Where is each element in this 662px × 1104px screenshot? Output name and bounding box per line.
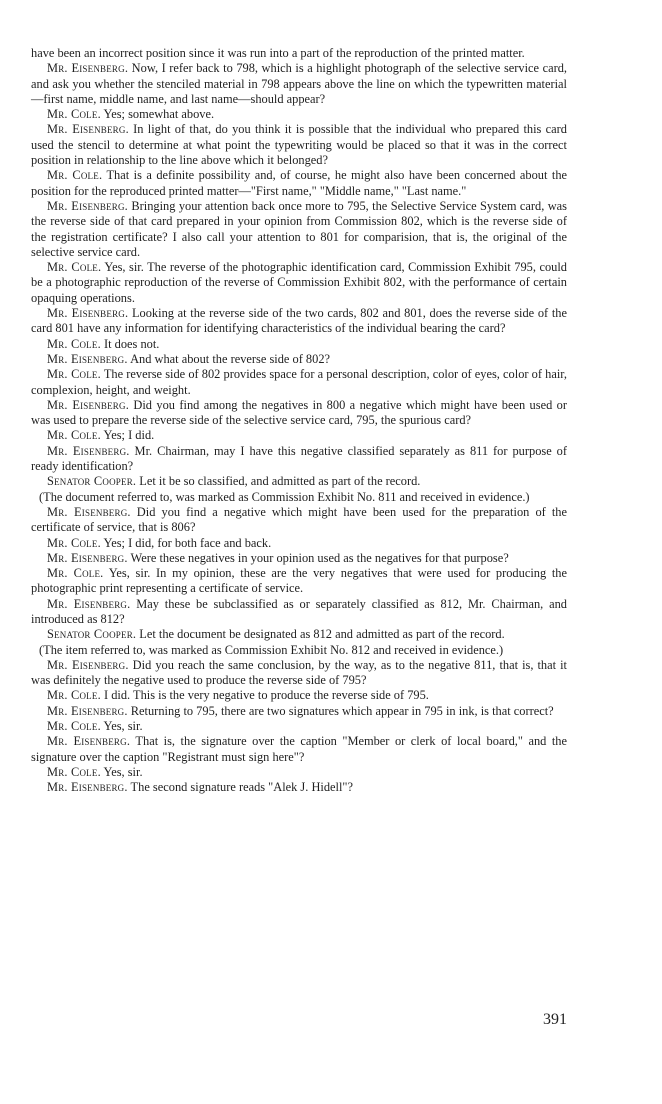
speaker-name: Mr. Eisenberg. [47,504,131,519]
paragraph [31,260,567,306]
speaker-name: Mr. Cole. [47,107,101,122]
speaker-name: Mr. Cole. [47,566,104,581]
speaker-name: Mr. Eisenberg. [47,550,128,565]
paragraph [31,199,567,260]
paragraph-text: Did you find a negative which might have been used for the preparation of the certificate of service, that is 806? [31,504,568,535]
paragraph-text: In light of that, do you think it is possible that the individual who prepared this card used the stencil to determine at what point the typewriting would be placed so that it was in the correct position in relationship to the line above which it belonged? [31,122,567,168]
paragraph-text: Yes; somewhat above. [100,107,215,122]
speaker-name: Mr. Eisenberg. [47,703,128,718]
paragraph-text: That is, the signature over the caption "Member or clerk of local board," and the signature over the caption "Registrant must sign here"? [31,734,568,764]
speaker-name: Mr. Eisenberg. [47,443,130,458]
paragraph [31,780,567,795]
speaker-name: Senator Cooper. [47,474,137,489]
paragraph [31,337,567,352]
paragraph-text: Yes, sir. [100,764,143,779]
speaker-name: Mr. Cole. [47,535,101,550]
paragraph-text: Yes, sir. In my opinion, these are the very negatives that were used for producing the photographic print representing a certificate of service. [31,566,567,596]
paragraph [31,566,567,597]
paragraph-text: (The item referred to, was marked as Commission Exhibit No. 812 and received in evidence.) [39,642,504,657]
paragraph-text: Did you find among the negatives in 800 a negative which might have been used or was used to prepare the reverse side of the selective service card, 795, the spurious card? [31,397,568,428]
paragraph [31,428,567,443]
paragraph [31,734,567,765]
paragraph [31,719,567,734]
paragraph [31,704,567,719]
paragraph [31,61,567,107]
speaker-name: Mr. Eisenberg. [47,596,131,611]
paragraph [31,306,567,337]
speaker-name: Mr. Eisenberg. [47,351,128,366]
page-number: 391 [543,1011,567,1028]
speaker-name: Mr. Cole. [47,168,103,183]
speaker-name: Mr. Eisenberg. [47,306,129,321]
paragraph-text: Yes; I did, for both face and back. [100,535,272,550]
paragraph [31,551,567,566]
paragraph [31,444,567,475]
paragraph-text: Mr. Chairman, may I have this negative classified separately as 811 for purpose of ready identification? [31,443,568,474]
paragraph [31,597,567,628]
paragraph-text: Yes, sir. The reverse of the photographic identification card, Commission Exhibit 795, could be a photographic reproduction of the reverse of Commission Exhibit 802, with the performance of certain opaquing operations. [31,260,567,305]
paragraph [31,474,567,489]
speaker-name: Mr. Eisenberg. [47,61,129,76]
paragraph-text: That is a definite possibility and, of course, he might also have been concerned about the position for the reproduced printed matter—"First name," "Middle name," "Last name." [31,168,568,198]
paragraph [31,505,567,536]
paragraph-text: The second signature reads "Alek J. Hidell"? [127,780,353,795]
speaker-name: Mr. Eisenberg. [47,734,131,749]
paragraph [31,658,567,689]
speaker-name: Mr. Cole. [47,719,101,734]
paragraph-text: Now, I refer back to 798, which is a highlight photograph of the selective service card, and ask you whether the stenciled material in 798 appears above the line on which the typewritten material—first name, middle name, and last name—should appear? [31,61,567,106]
speaker-name: Mr. Eisenberg. [47,397,129,412]
paragraph-text: Returning to 795, there are two signatures which appear in 795 in ink, is that correct? [127,703,554,718]
paragraph-text: Yes, sir. [100,719,143,734]
paragraph-text: And what about the reverse side of 802? [127,351,331,366]
paragraph-text: It does not. [100,336,160,351]
speaker-name: Mr. Eisenberg. [47,780,128,795]
paragraph [31,643,567,658]
speaker-name: Mr. Cole. [47,764,101,779]
speaker-name: Mr. Cole. [47,428,101,443]
paragraph [31,46,567,61]
speaker-name: Mr. Cole. [47,367,101,382]
paragraph-text: Were these negatives in your opinion used as the negatives for that purpose? [127,550,509,565]
speaker-name: Mr. Cole. [47,336,101,351]
speaker-name: Mr. Eisenberg. [47,198,128,213]
speaker-name: Mr. Eisenberg. [47,657,129,672]
paragraph-text: Bringing your attention back once more to 795, the Selective Service System card, was the reverse side of that card prepared in your opinion from Commission 802, which is the reverse side of the registration certificate? I also call your attention to 801 for comparision, that is, the original of the selective service card. [31,198,567,259]
paragraph-text: Let the document be designated as 812 and admitted as part of the record. [136,627,505,642]
paragraph [31,398,567,429]
speaker-name: Mr. Cole. [47,260,102,275]
speaker-name: Senator Cooper. [47,627,137,642]
paragraph [31,107,567,122]
paragraph-text: (The document referred to, was marked as Commission Exhibit No. 811 and received in evidence.) [39,489,530,504]
paragraph-text: Looking at the reverse side of the two cards, 802 and 801, does the reverse side of the card 801 have any information for identifying characteristics of the individual bearing the card? [31,306,567,336]
paragraph-text: May these be subclassified as or separately classified as 812, Mr. Chairman, and introduced as 812? [31,596,567,626]
paragraph-text: have been an incorrect position since it was run into a part of the reproduction of the printed matter. [31,46,525,60]
speaker-name: Mr. Eisenberg. [47,122,129,137]
paragraph [31,122,567,168]
paragraph [31,627,567,642]
testimony-page [31,46,567,796]
speaker-name: Mr. Cole. [47,688,101,703]
paragraph [31,536,567,551]
paragraph [31,168,567,199]
paragraph [31,765,567,780]
paragraph [31,490,567,505]
paragraph [31,367,567,398]
paragraph [31,688,567,703]
paragraph-text: Let it be so classified, and admitted as part of the record. [136,474,421,489]
paragraph [31,352,567,367]
paragraph-text: The reverse side of 802 provides space for a personal description, color of eyes, color of hair, complexion, height, and weight. [31,367,568,397]
paragraph-text: Did you reach the same conclusion, by the way, as to the negative 811, that is, that it was definitely the negative used to produce the reverse side of 795? [31,657,567,688]
paragraph-text: Yes; I did. [100,428,155,443]
paragraph-text: I did. This is the very negative to produce the reverse side of 795. [100,688,429,703]
